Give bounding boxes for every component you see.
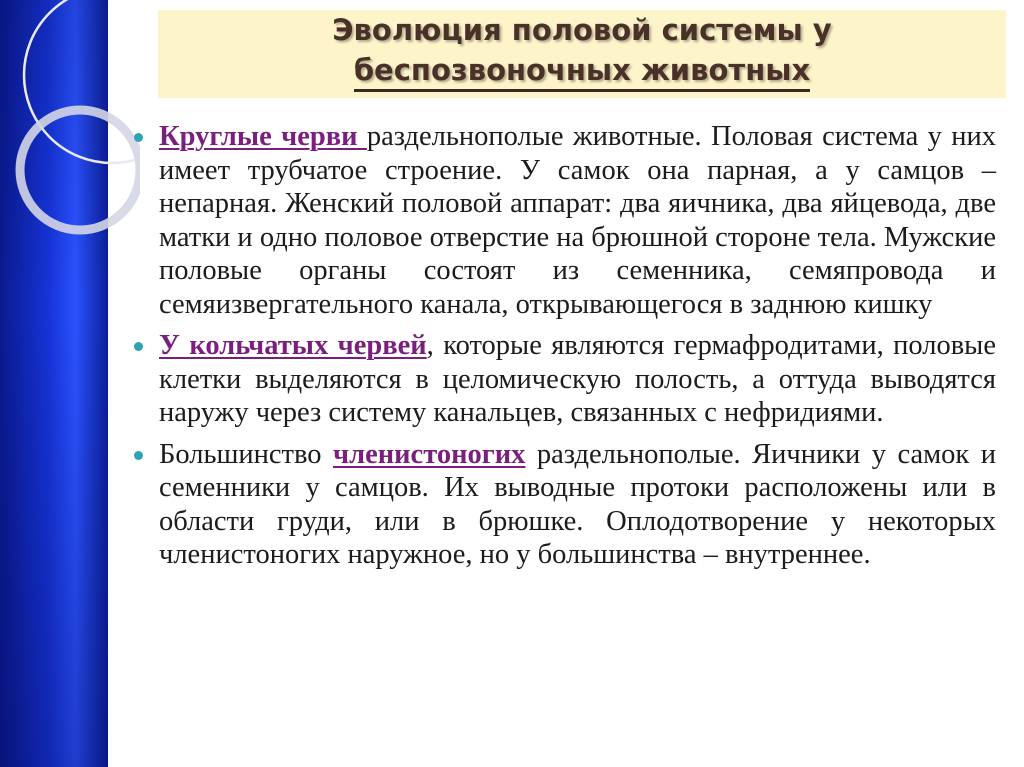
bullet-icon (134, 342, 143, 351)
decorative-rings (0, 0, 140, 300)
term-arthropods: членистоногих (333, 438, 526, 470)
large-ring (24, 0, 140, 163)
title-line-1: Эволюция половой системы у (332, 13, 832, 47)
small-ring (20, 110, 140, 230)
title-line-2: беспозвоночных животных (354, 51, 810, 92)
bullet-paragraph-annelids (132, 329, 996, 430)
paragraph-prefix: Большинство (159, 438, 333, 470)
paragraph-text: раздельнополые. Яичники у самок и семенники у самцов. Их выводные протоки расположены или в области груди, или в брюшке. Оплодотворение у некоторых членистоногих наружное, но у большинства – внутреннее. (159, 438, 996, 570)
term-annelids: У кольчатых червей (159, 330, 427, 361)
term-roundworms: Круглые черви (159, 121, 367, 152)
bullet-paragraph-arthropods (132, 438, 996, 572)
bullet-icon (134, 133, 143, 142)
content-body (132, 120, 996, 580)
bullet-icon (134, 451, 143, 460)
paragraph-text: раздельнополые животные. Половая система у них имеет трубчатое строение. У самок она парная, а у самцов – непарная. Женский половой аппарат: два яичника, два яйцевода, две матки и одно половое отверстие на брюшной стороне тела. Мужские половые органы состоят из семенника, семяпровода и семяизвергательного канала, открывающегося в заднюю кишку (159, 121, 996, 320)
slide-title (158, 10, 1006, 92)
paragraph-text: , которые являются гермафродитами, половые клетки выделяются в целомическую полость, а оттуда выводятся наружу через систему канальцев, связанных с нефридиями. (159, 330, 996, 428)
bullet-paragraph-roundworms (132, 120, 996, 321)
